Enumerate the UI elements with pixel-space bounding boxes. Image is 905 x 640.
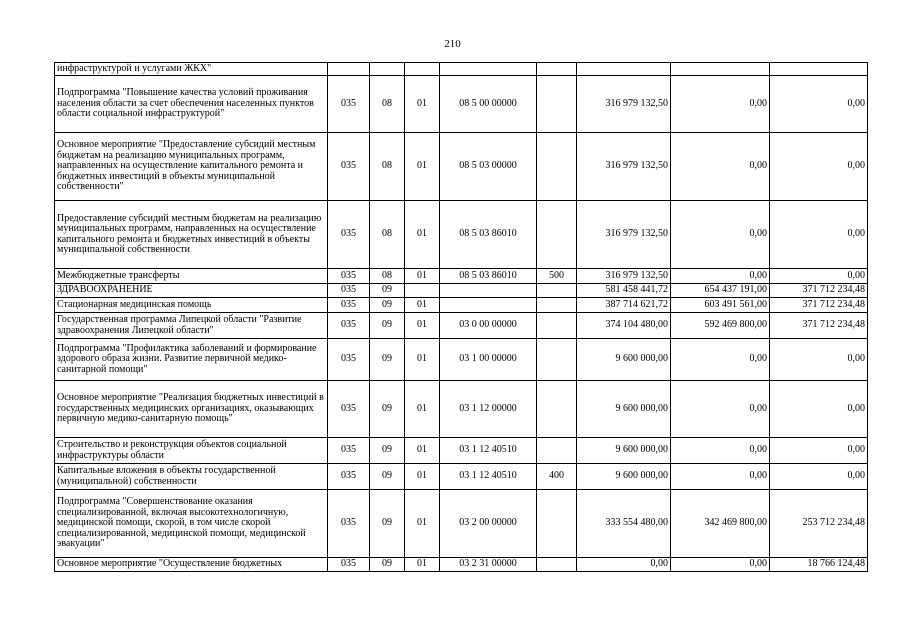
amount-1: 316 979 132,50 [577,201,671,269]
expense-type-code [537,313,577,339]
amount-3: 371 712 234,48 [770,298,868,313]
expense-type-code [537,76,577,133]
ved-code: 035 [328,438,370,464]
row-name: инфраструктурой и услугами ЖКХ" [55,63,328,76]
section-code: 09 [370,438,405,464]
target-article-code: 03 1 12 40510 [440,464,537,490]
row-name: Подпрограмма "Совершенствование оказания специализированной, включая высокотехнологичную, медицинской помощи, скорой, в том числе скорой специализированной, медицинской помощи, медицинской эвакуации" [55,490,328,558]
row-name: Подпрограмма "Повышение качества условий проживания населения области за счет обеспечения населенных пунктов области социальной инфраструктурой" [55,76,328,133]
ved-code: 035 [328,464,370,490]
expense-type-code [537,298,577,313]
amount-2: 0,00 [671,438,770,464]
table-row [55,76,868,133]
expense-type-code [537,339,577,381]
expense-type-code [537,490,577,558]
target-article-code: 03 1 12 40510 [440,438,537,464]
ved-code: 035 [328,284,370,298]
amount-3: 18 766 124,48 [770,558,868,572]
amount-2: 0,00 [671,201,770,269]
target-article-code: 03 0 00 00000 [440,313,537,339]
target-article-code: 08 5 03 86010 [440,269,537,284]
ved-code [328,63,370,76]
section-code [370,63,405,76]
target-article-code: 03 1 00 00000 [440,339,537,381]
amount-2: 0,00 [671,464,770,490]
table-row [55,464,868,490]
table-row [55,490,868,558]
amount-1: 333 554 480,00 [577,490,671,558]
amount-3: 0,00 [770,201,868,269]
amount-3: 0,00 [770,269,868,284]
row-name: Стационарная медицинская помощь [55,298,328,313]
amount-1: 9 600 000,00 [577,438,671,464]
amount-3: 0,00 [770,76,868,133]
subsection-code [405,284,440,298]
ved-code: 035 [328,381,370,438]
amount-3: 0,00 [770,339,868,381]
amount-1: 0,00 [577,558,671,572]
ved-code: 035 [328,269,370,284]
amount-2: 0,00 [671,381,770,438]
table-row [55,298,868,313]
section-code: 09 [370,464,405,490]
row-name: Государственная программа Липецкой области "Развитие здравоохранения Липецкой области" [55,313,328,339]
section-code: 09 [370,558,405,572]
subsection-code: 01 [405,201,440,269]
ved-code: 035 [328,201,370,269]
subsection-code [405,63,440,76]
table-row [55,339,868,381]
ved-code: 035 [328,76,370,133]
target-article-code [440,298,537,313]
expense-type-code [537,558,577,572]
amount-3: 0,00 [770,438,868,464]
row-name: Основное мероприятие "Осуществление бюджетных [55,558,328,572]
table-row [55,313,868,339]
row-name: Капитальные вложения в объекты государственной (муниципальной) собственности [55,464,328,490]
amount-3: 371 712 234,48 [770,284,868,298]
row-name: Основное мероприятие "Реализация бюджетных инвестиций в государственных медицинских организациях, оказывающих первичную медико-санитарную помощь" [55,381,328,438]
subsection-code: 01 [405,76,440,133]
row-name: Строительство и реконструкция объектов социальной инфраструктуры области [55,438,328,464]
amount-1: 316 979 132,50 [577,269,671,284]
amount-1: 581 458 441,72 [577,284,671,298]
section-code: 09 [370,339,405,381]
row-name: Предоставление субсидий местным бюджетам на реализацию муниципальных программ, направленных на осуществление капитального ремонта и бюджетных инвестиций в объекты муниципальной собственности [55,201,328,269]
subsection-code: 01 [405,269,440,284]
target-article-code: 08 5 03 00000 [440,133,537,201]
expense-type-code [537,133,577,201]
expense-type-code [537,201,577,269]
section-code: 09 [370,313,405,339]
ved-code: 035 [328,313,370,339]
row-name: Основное мероприятие "Предоставление субсидий местным бюджетам на реализацию муниципальных программ, направленных на осуществление капитального ремонта и бюджетных инвестиций в объекты муниципальной собственности" [55,133,328,201]
subsection-code: 01 [405,339,440,381]
table-row [55,269,868,284]
amount-3: 371 712 234,48 [770,313,868,339]
amount-2: 0,00 [671,269,770,284]
amount-1 [577,63,671,76]
subsection-code: 01 [405,313,440,339]
subsection-code: 01 [405,490,440,558]
expense-type-code: 500 [537,269,577,284]
row-name: Подпрограмма "Профилактика заболеваний и формирование здорового образа жизни. Развитие первичной медико-санитарной помощи" [55,339,328,381]
ved-code: 035 [328,298,370,313]
amount-3 [770,63,868,76]
target-article-code: 03 2 00 00000 [440,490,537,558]
amount-3: 0,00 [770,133,868,201]
table-row [55,438,868,464]
table-row [55,63,868,76]
page-number: 210 [444,38,461,50]
table-row [55,284,868,298]
amount-2: 654 437 191,00 [671,284,770,298]
amount-1: 9 600 000,00 [577,464,671,490]
amount-1: 9 600 000,00 [577,339,671,381]
row-name: ЗДРАВООХРАНЕНИЕ [55,284,328,298]
expense-type-code [537,284,577,298]
expense-type-code [537,381,577,438]
amount-1: 374 104 480,00 [577,313,671,339]
subsection-code: 01 [405,438,440,464]
section-code: 08 [370,201,405,269]
target-article-code: 03 2 31 00000 [440,558,537,572]
amount-3: 0,00 [770,381,868,438]
amount-2: 0,00 [671,339,770,381]
section-code: 09 [370,284,405,298]
table-row [55,381,868,438]
subsection-code: 01 [405,558,440,572]
amount-1: 9 600 000,00 [577,381,671,438]
subsection-code: 01 [405,464,440,490]
target-article-code [440,284,537,298]
ved-code: 035 [328,490,370,558]
subsection-code: 01 [405,381,440,438]
ved-code: 035 [328,339,370,381]
section-code: 08 [370,76,405,133]
ved-code: 035 [328,558,370,572]
expense-type-code: 400 [537,464,577,490]
amount-2 [671,63,770,76]
amount-2: 0,00 [671,558,770,572]
expense-type-code [537,63,577,76]
section-code: 08 [370,269,405,284]
ved-code: 035 [328,133,370,201]
amount-1: 316 979 132,50 [577,76,671,133]
amount-3: 0,00 [770,464,868,490]
target-article-code: 03 1 12 00000 [440,381,537,438]
amount-1: 387 714 621,72 [577,298,671,313]
target-article-code: 08 5 03 86010 [440,201,537,269]
amount-2: 0,00 [671,76,770,133]
table-row [55,201,868,269]
amount-2: 603 491 561,00 [671,298,770,313]
amount-2: 592 469 800,00 [671,313,770,339]
amount-3: 253 712 234,48 [770,490,868,558]
target-article-code [440,63,537,76]
table-row [55,558,868,572]
section-code: 09 [370,490,405,558]
subsection-code: 01 [405,298,440,313]
row-name: Межбюджетные трансферты [55,269,328,284]
amount-1: 316 979 132,50 [577,133,671,201]
section-code: 09 [370,381,405,438]
amount-2: 0,00 [671,133,770,201]
section-code: 09 [370,298,405,313]
budget-table [54,62,868,572]
target-article-code: 08 5 00 00000 [440,76,537,133]
table-row [55,133,868,201]
section-code: 08 [370,133,405,201]
subsection-code: 01 [405,133,440,201]
expense-type-code [537,438,577,464]
amount-2: 342 469 800,00 [671,490,770,558]
